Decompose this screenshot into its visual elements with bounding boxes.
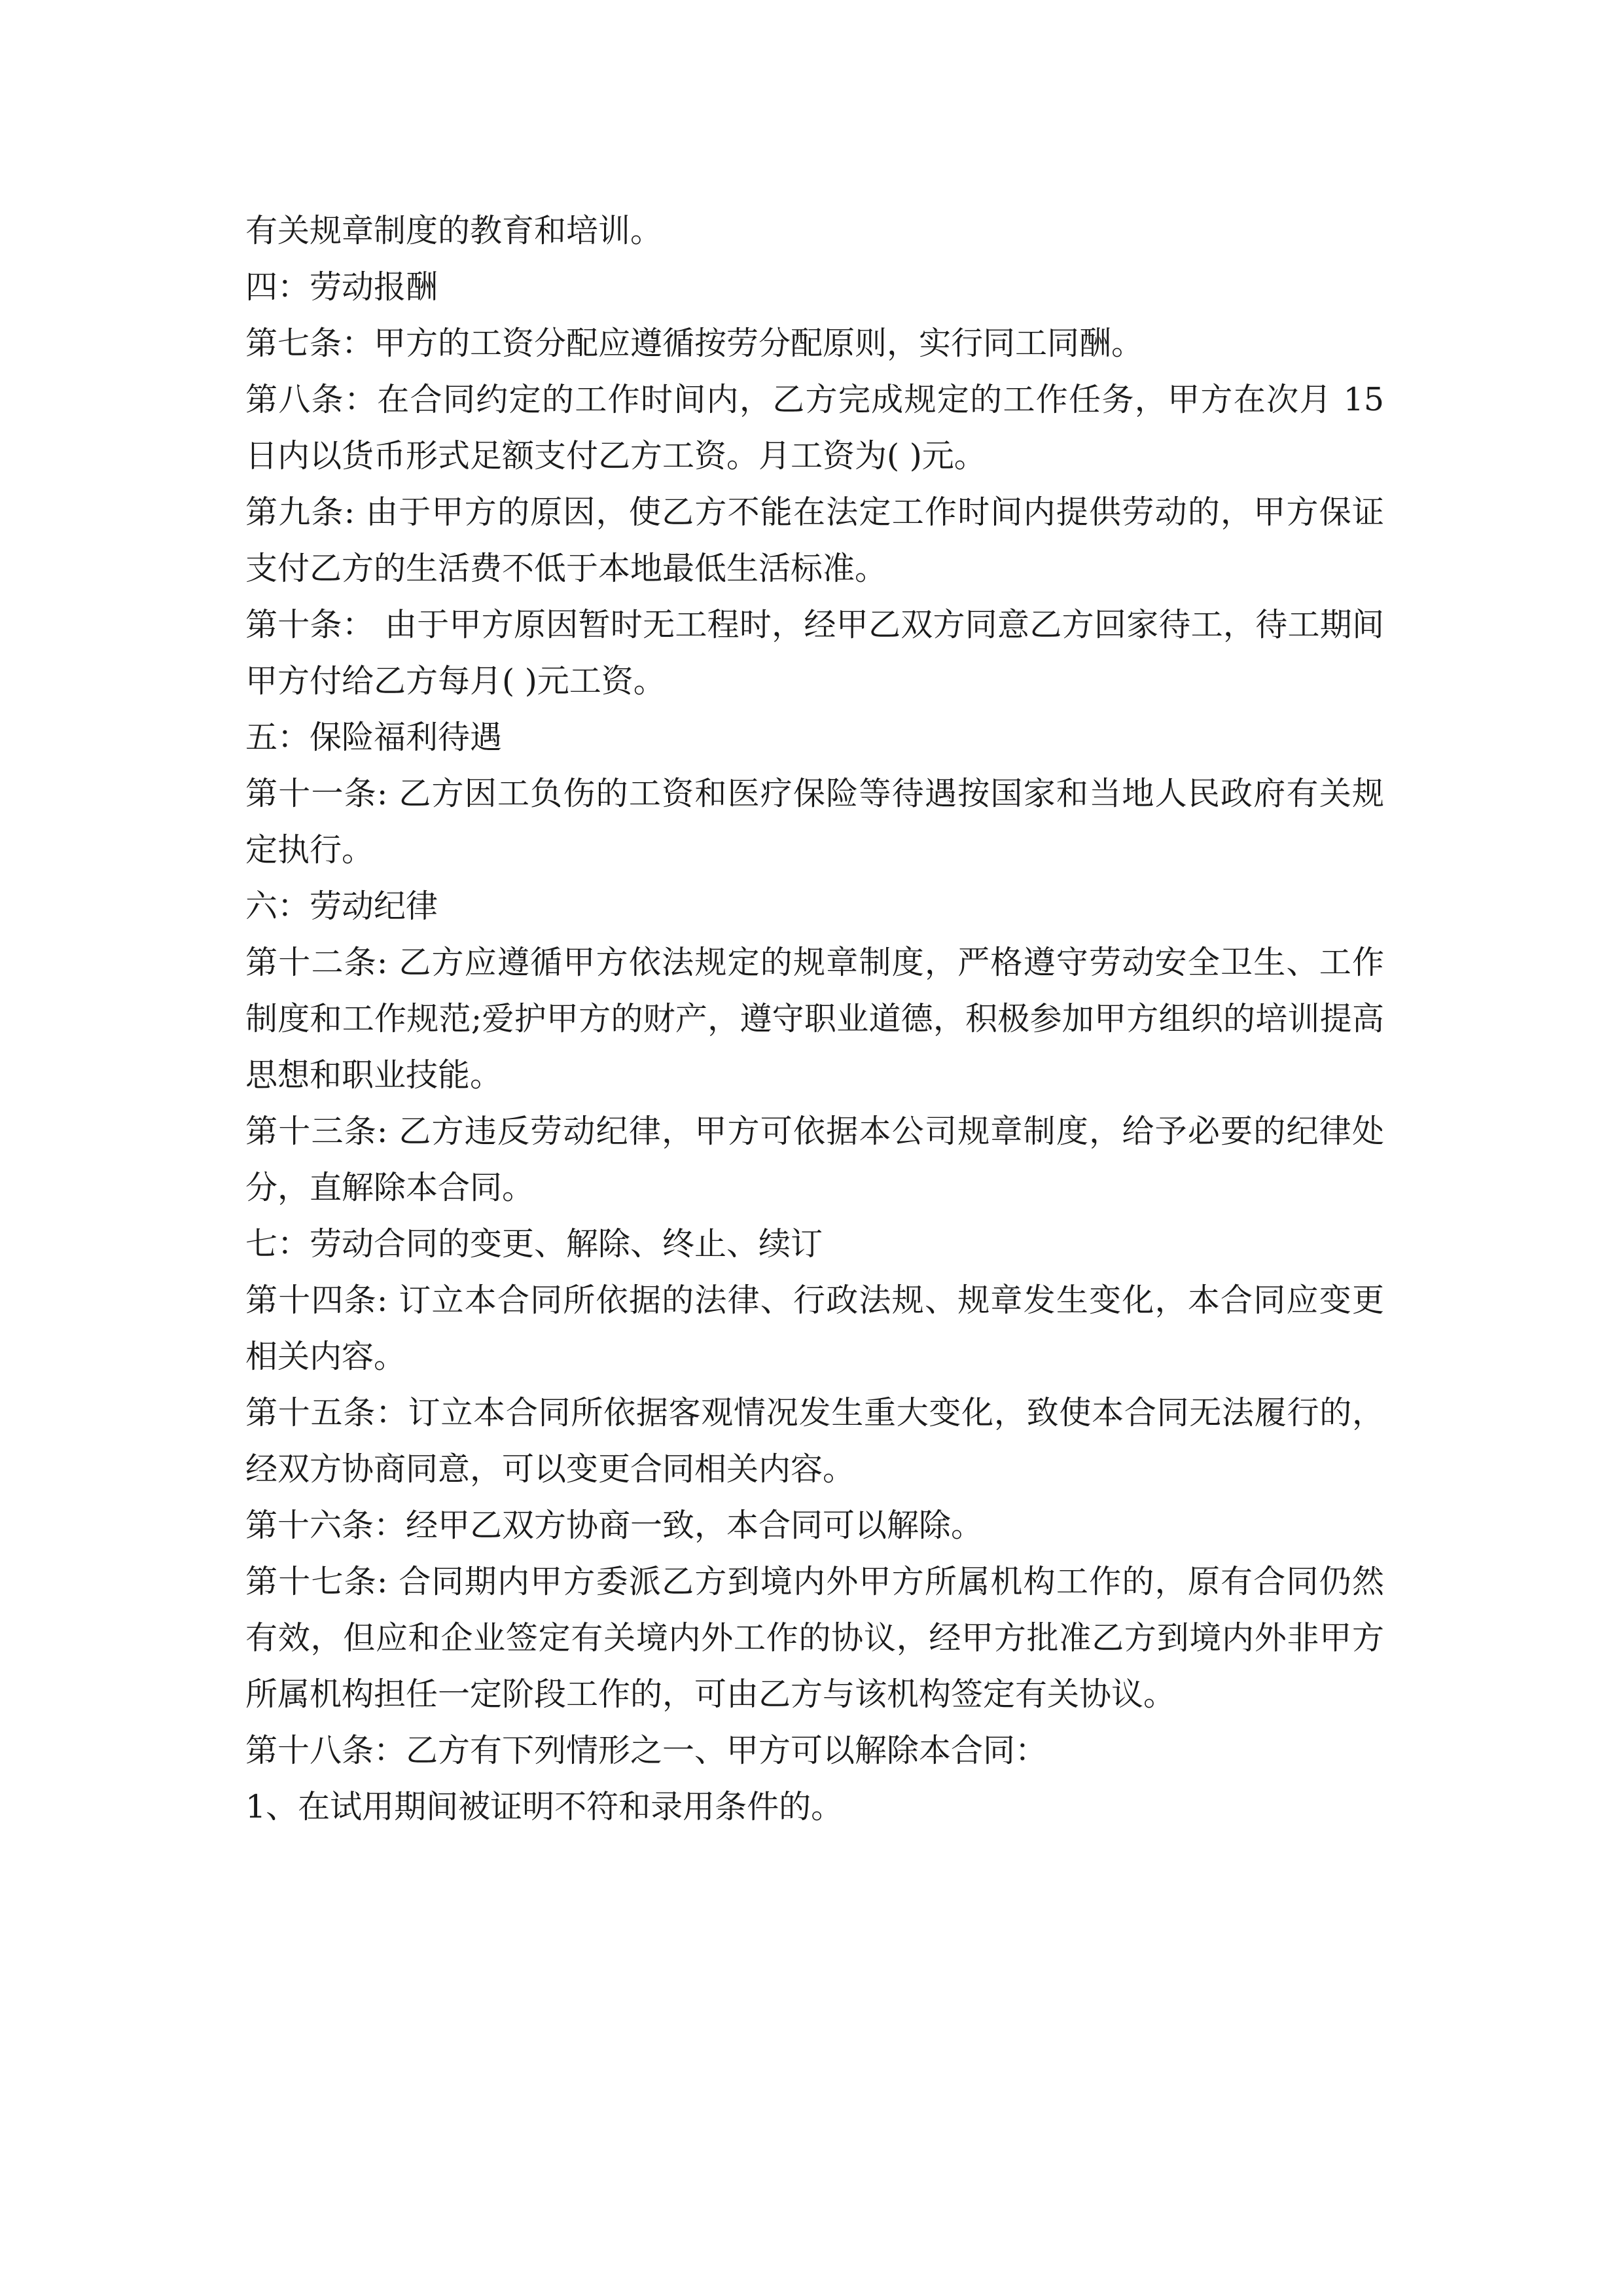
article-12: 第十二条: 乙方应遵循甲方依法规定的规章制度，严格遵守劳动安全卫生、工作制度和工作规范;爱护甲方的财产，遵守职业道德，积极参加甲方组织的培训提高思想和职业技能。 <box>245 944 1384 1094</box>
section-heading-contract-changes: 七：劳动合同的变更、解除、终止、续订 <box>245 1225 823 1263</box>
article-15: 第十五条：订立本合同所依据客观情况发生重大变化，致使本合同无法履行的，经双方协商同意，可以变更合同相关内容。 <box>245 1394 1384 1488</box>
article-9: 第九条: 由于甲方的原因，使乙方不能在法定工作时间内提供劳动的，甲方保证支付乙方的生活费不低于本地最低生活标准。 <box>245 493 1384 587</box>
article-16: 第十六条：经甲乙双方协商一致，本合同可以解除。 <box>245 1507 984 1544</box>
paragraph-training: 有关规章制度的教育和培训。 <box>245 212 663 249</box>
article-11: 第十一条: 乙方因工负伤的工资和医疗保险等待遇按国家和当地人民政府有关规定执行。 <box>245 775 1384 869</box>
contract-body <box>245 203 1384 1835</box>
article-14: 第十四条: 订立本合同所依据的法律、行政法规、规章发生变化，本合同应变更相关内容。 <box>245 1282 1384 1375</box>
section-heading-remuneration: 四：劳动报酬 <box>245 268 438 306</box>
article-18: 第十八条：乙方有下列情形之一、甲方可以解除本合同： <box>245 1732 1048 1769</box>
article-13: 第十三条: 乙方违反劳动纪律，甲方可依据本公司规章制度，给予必要的纪律处分，直解除本合同。 <box>245 1113 1384 1206</box>
article-10: 第十条： 由于甲方原因暂时无工程时，经甲乙双方同意乙方回家待工，待工期间甲方付给乙方每月( )元工资。 <box>245 606 1384 700</box>
article-8: 第八条：在合同约定的工作时间内，乙方完成规定的工作任务，甲方在次月 15 日内以货币形式足额支付乙方工资。月工资为( )元。 <box>245 381 1384 475</box>
section-heading-insurance: 五：保险福利待遇 <box>245 719 503 756</box>
article-18-item-1: 1、在试用期间被证明不符和录用条件的。 <box>245 1788 844 1825</box>
article-17: 第十七条: 合同期内甲方委派乙方到境内外甲方所属机构工作的，原有合同仍然有效，但应和企业签定有关境内外工作的协议，经甲方批准乙方到境内外非甲方所属机构担任一定阶段工作的，可由乙方与该机构签定有关协议。 <box>245 1563 1384 1713</box>
article-7: 第七条：甲方的工资分配应遵循按劳分配原则，实行同工同酬。 <box>245 325 1144 362</box>
section-heading-discipline: 六：劳动纪律 <box>245 888 438 925</box>
